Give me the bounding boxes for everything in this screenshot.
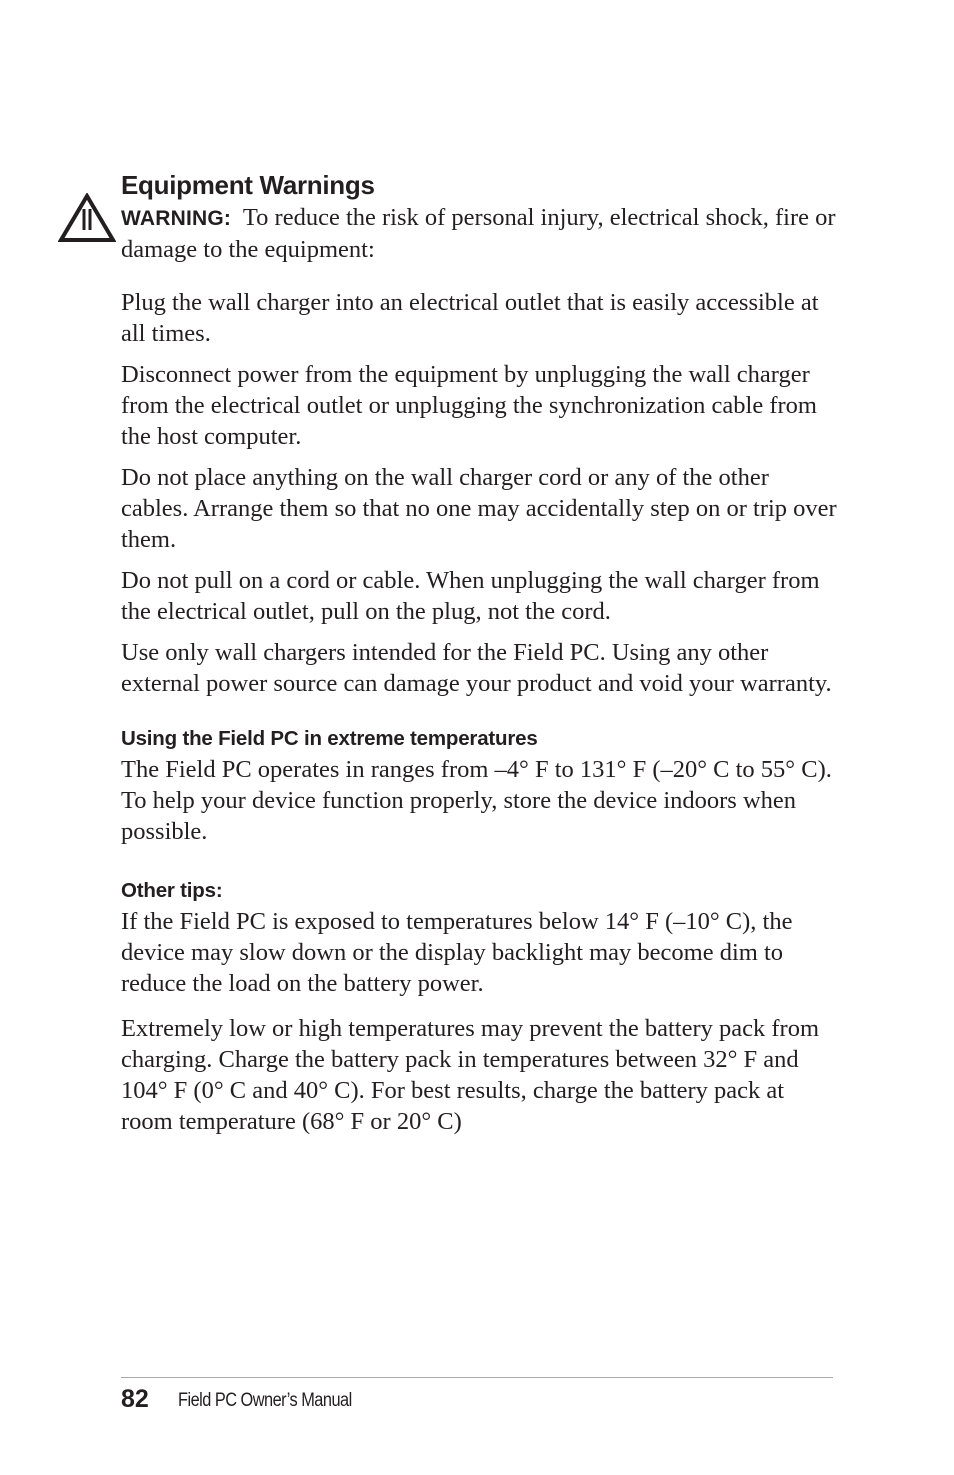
warning-triangle-icon xyxy=(58,193,116,243)
warning-item: Do not pull on a cord or cable. When unplugging the wall charger from the electrical outlet, pull on the plug, not the cord. xyxy=(121,567,820,625)
temperature-section xyxy=(121,723,837,847)
warning-text: To reduce the risk of personal injury, electrical shock, fire or damage to the equipment: xyxy=(121,204,836,263)
warning-item: Do not place anything on the wall charger cord or any of the other cables. Arrange them so that no one may accidentally step on or trip over them. xyxy=(121,464,837,553)
warning-item: Disconnect power from the equipment by unplugging the wall charger from the electrical outlet or unplugging the synchronization cable from the host computer. xyxy=(121,361,817,450)
warning-label: WARNING: xyxy=(121,207,232,230)
tips-paragraph: If the Field PC is exposed to temperatures below 14° F (–10° C), the device may slow down or the display backlight may become dim to reduce the load on the battery power. xyxy=(121,908,793,997)
warning-statement xyxy=(121,202,837,265)
page-number: 82 xyxy=(121,1385,149,1413)
temperature-text: The Field PC operates in ranges from –4° F to 131° F (–20° C to 55° C). To help your device function properly, store the device indoors when possible. xyxy=(121,756,832,845)
warning-item: Use only wall chargers intended for the Field PC. Using any other external power source can damage your product and void your warranty. xyxy=(121,639,832,697)
tips-paragraph: Extremely low or high temperatures may prevent the battery pack from charging. Charge the battery pack in temperatures between 32° F and 104° F (0° C and 40° C). For best results, charge the battery pack at room temperature (68° F or 20° C) xyxy=(121,1015,819,1135)
page-title: Equipment Warnings xyxy=(121,170,375,200)
footer-title: Field PC Owner’s Manual xyxy=(178,1390,352,1411)
warning-list xyxy=(121,287,837,699)
tips-heading: Other tips: xyxy=(121,879,223,902)
warning-item: Plug the wall charger into an electrical outlet that is easily accessible at all times. xyxy=(121,289,819,347)
temperature-heading: Using the Field PC in extreme temperatures xyxy=(121,727,538,750)
page-content xyxy=(121,168,837,1137)
footer-divider xyxy=(121,1377,833,1378)
tips-section xyxy=(121,875,837,1137)
